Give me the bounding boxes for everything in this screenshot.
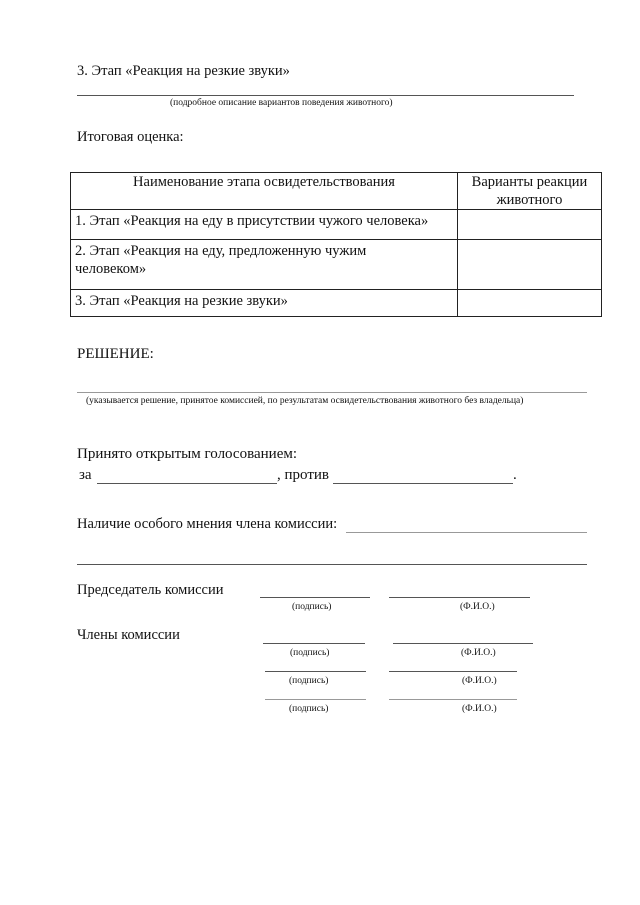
- table-header-row: [71, 173, 602, 210]
- vote-title: Принято открытым голосованием:: [77, 446, 298, 462]
- chairman-name-caption: (Ф.И.О.): [460, 602, 495, 612]
- member2-name-caption: (Ф.И.О.): [462, 676, 497, 686]
- vote-end: .: [513, 467, 517, 483]
- chairman-label: Председатель комиссии: [77, 582, 224, 598]
- member2-signature-line[interactable]: [265, 671, 366, 672]
- table-row: [71, 290, 602, 317]
- table-cell-reaction[interactable]: [458, 240, 602, 290]
- table-header-reaction: Варианты реакции животного: [458, 173, 602, 210]
- members-label: Члены комиссии: [77, 627, 180, 643]
- opinion-label: Наличие особого мнения члена комиссии:: [77, 516, 338, 532]
- decision-title: РЕШЕНИЕ:: [77, 346, 154, 362]
- member3-name-caption: (Ф.И.О.): [462, 704, 497, 714]
- stage3-caption: (подробное описание вариантов поведения животного): [170, 98, 393, 108]
- table-row: [71, 240, 602, 290]
- chairman-name-line[interactable]: [389, 597, 530, 598]
- member1-name-line[interactable]: [393, 643, 533, 644]
- table-row: [71, 210, 602, 240]
- table-cell-reaction[interactable]: [458, 210, 602, 240]
- vote-for-line[interactable]: [97, 483, 277, 484]
- vote-for-label: за: [79, 467, 92, 483]
- table-cell-stage: 3. Этап «Реакция на резкие звуки»: [71, 290, 458, 317]
- stage3-answer-line[interactable]: [77, 95, 574, 96]
- chairman-signature-line[interactable]: [260, 597, 370, 598]
- member3-signature-caption: (подпись): [289, 704, 329, 714]
- decision-answer-line[interactable]: [77, 392, 587, 393]
- vote-against-line[interactable]: [333, 483, 513, 484]
- table-cell-stage: 1. Этап «Реакция на еду в присутствии чужого человека»: [71, 210, 458, 240]
- table-cell-stage: 2. Этап «Реакция на еду, предложенную чужим человеком»: [71, 240, 458, 290]
- table-cell-reaction[interactable]: [458, 290, 602, 317]
- member3-signature-line[interactable]: [265, 699, 366, 700]
- summary-title: Итоговая оценка:: [77, 129, 184, 145]
- vote-against-label: , против: [277, 467, 329, 483]
- opinion-line-1[interactable]: [346, 532, 587, 533]
- member1-signature-line[interactable]: [263, 643, 365, 644]
- decision-caption: (указывается решение, принятое комиссией, по результатам освидетельствования животного без владельца): [86, 396, 524, 406]
- stage3-heading: 3. Этап «Реакция на резкие звуки»: [77, 63, 290, 79]
- chairman-signature-caption: (подпись): [292, 602, 332, 612]
- member1-signature-caption: (подпись): [290, 648, 330, 658]
- summary-table: [70, 172, 602, 317]
- table-header-stage: Наименование этапа освидетельствования: [71, 173, 458, 210]
- member2-signature-caption: (подпись): [289, 676, 329, 686]
- member3-name-line[interactable]: [389, 699, 517, 700]
- member1-name-caption: (Ф.И.О.): [461, 648, 496, 658]
- opinion-line-2[interactable]: [77, 564, 587, 565]
- member2-name-line[interactable]: [389, 671, 517, 672]
